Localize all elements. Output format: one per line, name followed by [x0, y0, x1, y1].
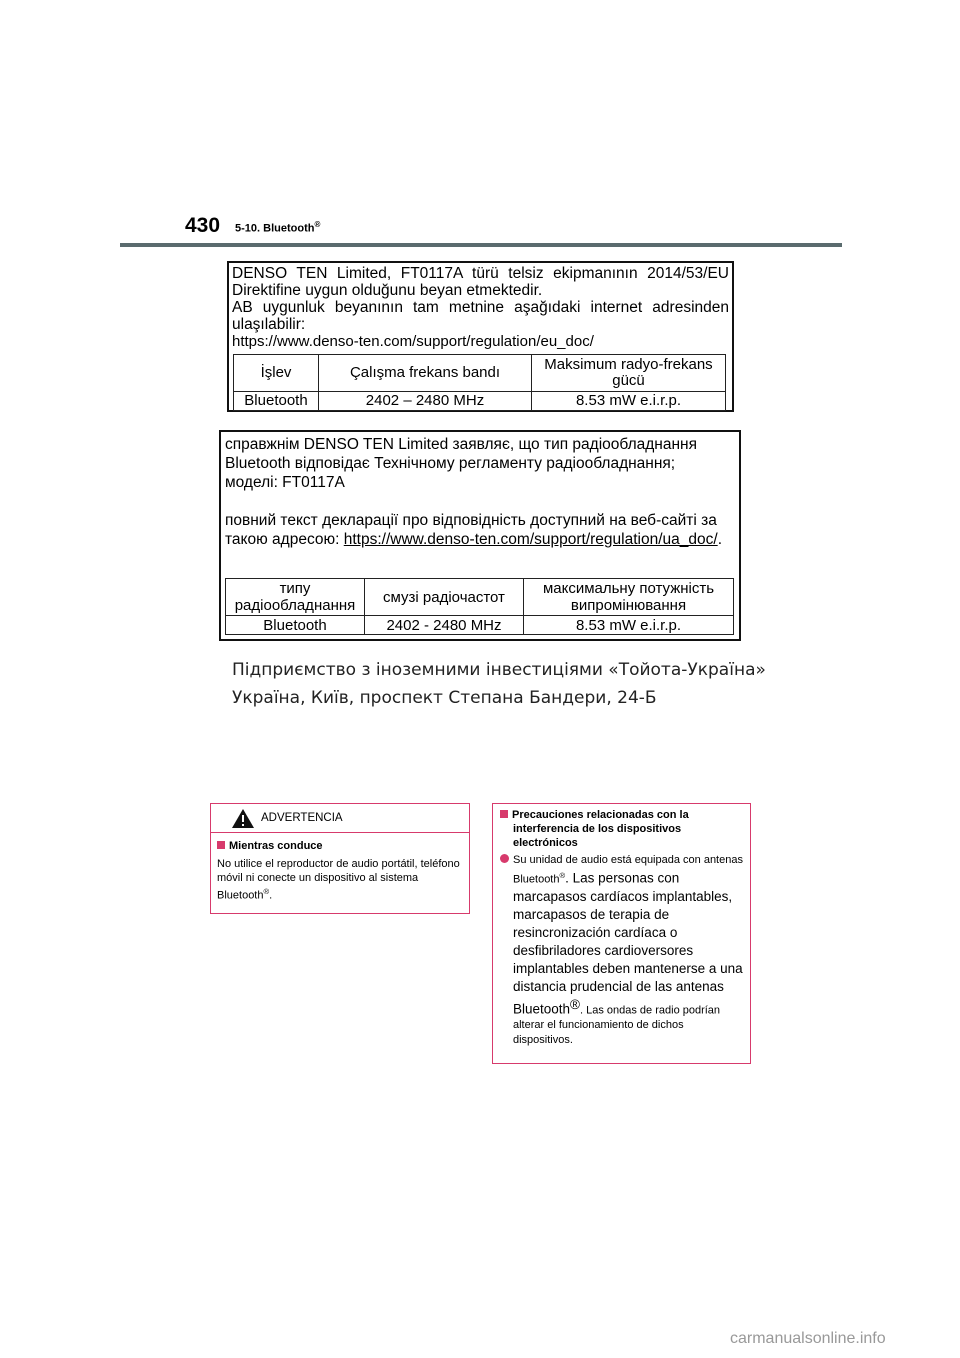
turkish-line-1: DENSO TEN Limited, FT0117A türü telsiz ekipmanının 2014/53/EU Direktifine uygun olduğunu beyan etmektedir. — [232, 265, 729, 299]
ukrainian-line-2: моделі: FT0117A — [225, 474, 345, 491]
table-cell: Bluetooth — [226, 616, 365, 635]
ukrainian-declaration-box — [219, 430, 741, 641]
circle-bullet-icon — [500, 854, 509, 863]
table-header-row — [234, 355, 726, 392]
turkish-line-2: AB uygunluk beyanının tam metnine aşağıdaki internet adresinden ulaşılabilir: — [232, 299, 729, 333]
table-cell: 2402 – 2480 MHz — [319, 392, 532, 411]
warning-subtitle: Mientras conduce — [217, 839, 463, 853]
info-box — [492, 803, 751, 1064]
header-rule — [120, 243, 842, 247]
ukrainian-line-1: справжнім DENSO TEN Limited заявляє, що тип радіообладнання Bluetooth відповідає Технічному регламенту радіообладнання; — [225, 436, 697, 472]
section-title: 5-10. Bluetooth® — [235, 220, 321, 235]
warning-body: No utilice el reproductor de audio portátil, teléfono móvil ni conecte un dispositivo al sistema Bluetooth®. — [217, 858, 460, 902]
table-header-cell: максимальну потужність випромінювання — [524, 579, 734, 616]
table-row — [234, 392, 726, 411]
ukrainian-line-3: повний текст декларації про відповідність доступний на веб-сайті за такою адресою: https://www.denso-ten.com/support/regulation/ua_doc/. — [225, 512, 722, 548]
table-cell: 8.53 mW e.i.r.p. — [532, 392, 726, 411]
table-row — [226, 616, 734, 635]
watermark: carmanualsonline.info — [730, 1330, 886, 1347]
page-number: 430 — [185, 214, 221, 237]
importer-address: Україна, Київ, проспект Степана Бандери, 24-Б — [232, 688, 657, 708]
warning-box — [210, 803, 470, 914]
ukrainian-table — [225, 578, 734, 635]
table-cell: 2402 - 2480 MHz — [365, 616, 524, 635]
turkish-table — [233, 354, 726, 411]
table-header-cell: Maksimum radyo-frekans gücü — [532, 355, 726, 392]
importer-name: Підприємство з іноземними інвестиціями «Тойота-Україна» — [232, 660, 766, 680]
ukrainian-url-link[interactable]: https://www.denso-ten.com/support/regulation/ua_doc/ — [343, 531, 718, 548]
info-heading: Precauciones relacionadas con la interferencia de los dispositivos electrónicos — [499, 808, 744, 850]
table-header-cell: типу радіообладнання — [226, 579, 365, 616]
turkish-declaration-box — [227, 261, 734, 412]
square-bullet-icon — [217, 841, 225, 849]
square-bullet-icon — [500, 810, 508, 818]
turkish-url: https://www.denso-ten.com/support/regulation/eu_doc/ — [232, 333, 594, 350]
warning-triangle-icon — [231, 808, 255, 829]
table-cell: 8.53 mW e.i.r.p. — [524, 616, 734, 635]
table-cell: Bluetooth — [234, 392, 319, 411]
table-header-row — [226, 579, 734, 616]
table-header-cell: İşlev — [234, 355, 319, 392]
table-header-cell: Çalışma frekans bandı — [319, 355, 532, 392]
warning-title: ADVERTENCIA — [261, 812, 343, 824]
table-header-cell: смузі радіочастот — [365, 579, 524, 616]
info-body: Su unidad de audio está equipada con antenas Bluetooth®. Las personas con marcapasos cardíacos implantables, marcapasos de terapia de resincronización cardíaca o desfibriladores cardioversores implantables deben mantenerse a una distancia prudencial de las antenas Bluetooth®. Las ondas de radio podrían alterar el funcionamiento de dichos dispositivos. — [499, 853, 744, 1048]
